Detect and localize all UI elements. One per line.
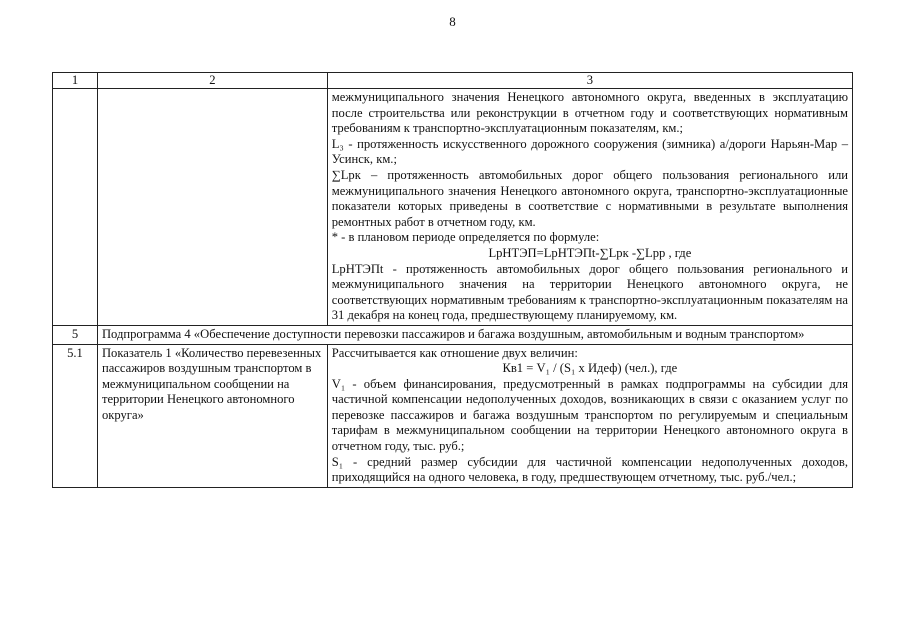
header-cell-1: 1 (53, 73, 98, 89)
cont-num-cell (53, 89, 98, 326)
header-cell-3: 3 (327, 73, 852, 89)
indicator-formula-cell (327, 344, 852, 487)
formula-paragraph: межмуниципального значения Ненецкого автономного округа, введенных в эксплуатацию после строительства или реконструкции в отчетном году и соответствующих нормативным требованиям к транспортно-эксплуатационным показателям, км.; (331, 90, 848, 136)
subprogram-text: Подпрограмма 4 «Обеспечение доступности перевозки пассажиров и багажа воздушным, автомобильным и водным транспортом» (101, 326, 805, 341)
formula-paragraph: Рассчитывается как отношение двух величин: (331, 345, 578, 360)
table-row-continuation (53, 89, 853, 326)
row-number: 5.1 (53, 344, 98, 487)
page-number: 8 (449, 14, 456, 29)
row-number: 5 (53, 325, 98, 344)
indicator-table (52, 72, 853, 488)
formula-expression: Кв1 = V₁ / (S₁ x Идеф) (чел.), где (502, 361, 678, 376)
indicator-name: Показатель 1 «Количество перевезенных пассажиров воздушным транспортом в межмуниципальном сообщении на территории Ненецкого автономного округа» (97, 344, 327, 487)
formula-expression: LрНТЭП=LрНТЭПt-∑Lрк -∑Lрр , где (488, 245, 692, 260)
header-cell-2: 2 (97, 73, 327, 89)
table-row-5 (53, 325, 853, 344)
table-row-5-1 (53, 344, 853, 487)
subprogram-title (97, 325, 852, 344)
cont-indicator-cell (97, 89, 327, 326)
formula-paragraph: L₃ - протяженность искусственного дорожного сооружения (зимника) а/дороги Нарьян-Мар – Усинск, км.; (331, 136, 848, 167)
formula-paragraph: ∑Lрк – протяженность автомобильных дорог общего пользования регионального или межмуниципального значения Ненецкого автономного округа, транспортно-эксплуатационные показатели которых приведены в соответствие с нормативными в результате выполнения ремонтных работ в отчетном году, км. (331, 167, 848, 229)
formula-paragraph: LрНТЭПt - протяженность автомобильных дорог общего пользования регионального и межмуниципального значения на территории Ненецкого автономного округа, не соответствующих нормативным требованиям к транспортно-эксплуатационным показателям на 31 декабря на конец года, предшествующему планируемому, км. (331, 261, 848, 323)
cont-formula-cell (327, 89, 852, 326)
table-header-row (53, 73, 853, 89)
formula-paragraph: S₁ - средний размер субсидии для частичной компенсации недополученных доходов, приходящийся на одного человека, в году, предшествующем отчетному, тыс. руб./чел.; (331, 454, 848, 485)
formula-paragraph: V₁ - объем финансирования, предусмотренный в рамках подпрограммы на субсидии для частичной компенсации недополученных доходов, возникающих в связи с оказанием услуг по перевозке пассажиров и багажа воздушным транспортом по регулируемым и специальным тарифам в межмуниципальном сообщении на территории Ненецкого автономного округа в отчетном году, тыс. руб.; (331, 376, 848, 454)
formula-paragraph: * - в плановом периоде определяется по формуле: (331, 230, 600, 245)
